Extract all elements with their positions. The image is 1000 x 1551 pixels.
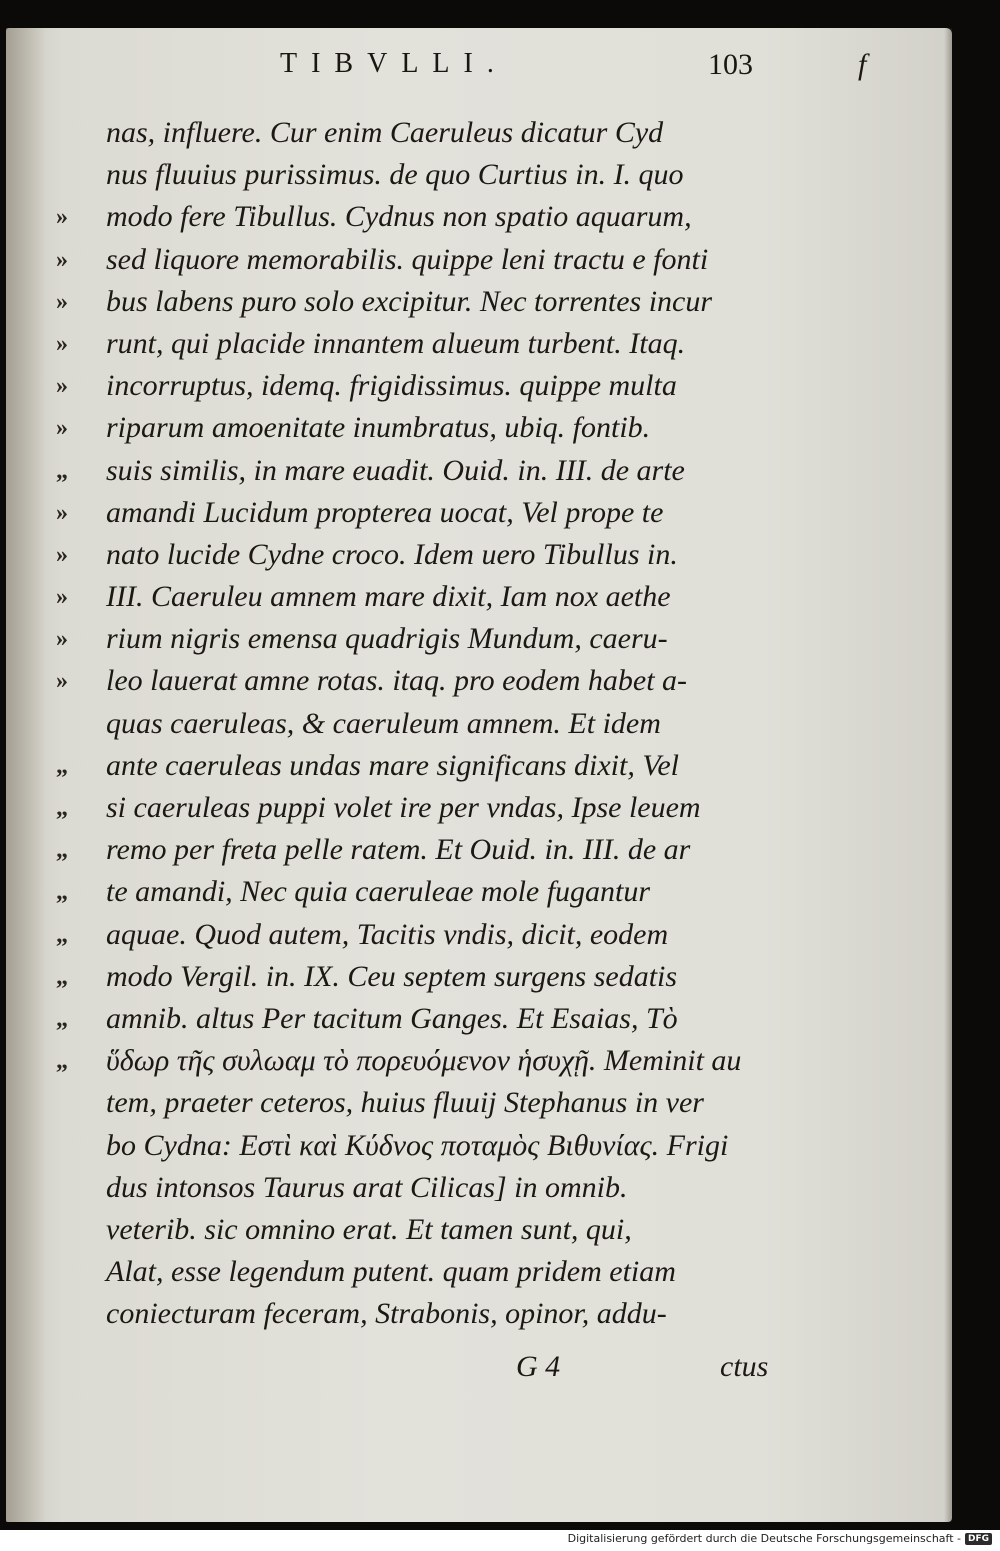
quotation-mark: „ bbox=[56, 1048, 68, 1075]
quotation-mark: » bbox=[56, 415, 68, 442]
page-footer bbox=[500, 1350, 800, 1390]
text-line bbox=[56, 871, 796, 913]
quotation-mark: „ bbox=[56, 879, 68, 906]
quotation-mark: „ bbox=[56, 795, 68, 821]
text-line bbox=[56, 660, 796, 702]
quotation-mark: » bbox=[56, 330, 68, 357]
line-text: Alat, esse legendum putent. quam pridem etiam bbox=[106, 1255, 676, 1289]
catchword: ctus bbox=[720, 1350, 769, 1383]
text-line bbox=[56, 956, 796, 998]
text-body bbox=[56, 112, 796, 1335]
quotation-mark: „ bbox=[56, 921, 68, 948]
line-text: coniecturam feceram, Strabonis, opinor, addu- bbox=[106, 1297, 667, 1331]
text-line bbox=[56, 1125, 796, 1167]
text-line bbox=[56, 450, 796, 492]
line-text: quas caeruleas, & caeruleum amnem. Et idem bbox=[106, 706, 661, 740]
text-line bbox=[56, 576, 796, 618]
quotation-mark: » bbox=[56, 204, 68, 231]
text-line bbox=[56, 196, 796, 238]
quotation-mark: „ bbox=[56, 963, 68, 990]
spine-shadow bbox=[6, 28, 46, 1522]
quotation-mark: » bbox=[56, 584, 68, 611]
text-line bbox=[56, 829, 796, 871]
text-line bbox=[56, 407, 796, 449]
text-line bbox=[56, 365, 796, 407]
credit-text: Digitalisierung gefördert durch die Deutsche Forschungsgemeinschaft - bbox=[567, 1532, 961, 1545]
quotation-mark: „ bbox=[56, 1005, 68, 1032]
line-text: modo fere Tibullus. Cydnus non spatio aquarum, bbox=[106, 200, 692, 234]
page-edge bbox=[944, 28, 952, 1522]
line-text: ante caeruleas undas mare significans dixit, Vel bbox=[106, 748, 679, 782]
digitization-credit bbox=[568, 1532, 992, 1545]
line-text: modo Vergil. in. IX. Ceu septem surgens sedatis bbox=[106, 959, 678, 993]
line-text: riparum amoenitate inumbratus, ubiq. fontib. bbox=[106, 411, 651, 445]
quotation-mark: » bbox=[56, 499, 68, 526]
line-text: dus intonsos Taurus arat Cilicas] in omnib. bbox=[106, 1170, 628, 1204]
text-line bbox=[56, 534, 796, 576]
line-text: aquae. Quod autem, Tacitis vndis, dicit, eodem bbox=[106, 917, 669, 951]
quotation-mark: » bbox=[56, 373, 68, 400]
text-line bbox=[56, 281, 796, 323]
text-line bbox=[56, 618, 796, 660]
line-text: remo per freta pelle ratem. Et Ouid. in. III. de ar bbox=[106, 833, 691, 867]
dfg-logo: DFG bbox=[965, 1533, 992, 1545]
quotation-mark: „ bbox=[56, 837, 68, 864]
text-line bbox=[56, 492, 796, 534]
line-text: si caeruleas puppi volet ire per vndas, Ipse leuem bbox=[106, 791, 701, 824]
line-text: nas, influere. Cur enim Caeruleus dicatur Cyd bbox=[106, 116, 664, 149]
text-line bbox=[56, 1293, 796, 1335]
quotation-mark: » bbox=[56, 288, 68, 315]
line-text: sed liquore memorabilis. quippe leni tractu e fonti bbox=[106, 242, 709, 276]
page-header bbox=[270, 48, 867, 88]
line-text: leo lauerat amne rotas. itaq. pro eodem habet a- bbox=[106, 664, 688, 698]
text-line bbox=[56, 239, 796, 281]
line-text: tem, praeter ceteros, huius fluuij Stephanus in ver bbox=[106, 1086, 704, 1120]
line-text: amnib. altus Per tacitum Ganges. Et Esaias, Tὸ bbox=[106, 1001, 678, 1035]
quotation-mark: » bbox=[56, 668, 68, 695]
quotation-mark: » bbox=[56, 626, 68, 653]
line-text: incorruptus, idemq. frigidissimus. quippe multa bbox=[106, 369, 677, 403]
line-text: rium nigris emensa quadrigis Mundum, caeru- bbox=[106, 622, 668, 656]
quotation-mark: » bbox=[56, 541, 68, 568]
corner-mark: f bbox=[858, 48, 867, 81]
text-line bbox=[56, 1082, 796, 1124]
text-line bbox=[56, 745, 796, 787]
text-line bbox=[56, 1251, 796, 1293]
line-text: III. Caeruleu amnem mare dixit, Iam nox aethe bbox=[106, 580, 671, 614]
text-line bbox=[56, 703, 796, 745]
line-text: nus fluuius purissimus. de quo Curtius in. I. quo bbox=[106, 158, 684, 192]
text-line bbox=[56, 1167, 796, 1209]
text-line bbox=[56, 323, 796, 365]
text-line bbox=[56, 1209, 796, 1251]
text-line bbox=[56, 1040, 796, 1082]
quotation-mark: » bbox=[56, 246, 68, 273]
text-line bbox=[56, 787, 796, 829]
running-title: TIBVLLI. bbox=[280, 48, 508, 79]
line-text: ὕδωρ τῆς συλωαμ τὸ πορευόμενον ἡσυχῇ. Meminit au bbox=[106, 1044, 742, 1078]
text-line bbox=[56, 112, 796, 154]
line-text: te amandi, Nec quia caeruleae mole fugantur bbox=[106, 875, 651, 909]
line-text: runt, qui placide innantem alueum turbent. Itaq. bbox=[106, 326, 686, 360]
line-text: suis similis, in mare euadit. Ouid. in. III. de arte bbox=[106, 453, 685, 487]
text-line bbox=[56, 154, 796, 196]
line-text: veterib. sic omnino erat. Et tamen sunt, qui, bbox=[106, 1212, 632, 1246]
quotation-mark: „ bbox=[56, 752, 68, 779]
line-text: bus labens puro solo excipitur. Nec torrentes incur bbox=[106, 284, 713, 318]
quotation-mark: „ bbox=[56, 457, 68, 484]
line-text: bo Cydna: Εστὶ καὶ Κύδνος ποταμὸς Βιθυνίας. Frigi bbox=[106, 1128, 729, 1162]
text-line bbox=[56, 914, 796, 956]
page-number: 103 bbox=[708, 48, 753, 81]
line-text: amandi Lucidum propterea uocat, Vel prope te bbox=[106, 495, 664, 529]
signature-mark: G 4 bbox=[516, 1350, 561, 1383]
text-line bbox=[56, 998, 796, 1040]
line-text: nato lucide Cydne croco. Idem uero Tibullus in. bbox=[106, 537, 678, 571]
